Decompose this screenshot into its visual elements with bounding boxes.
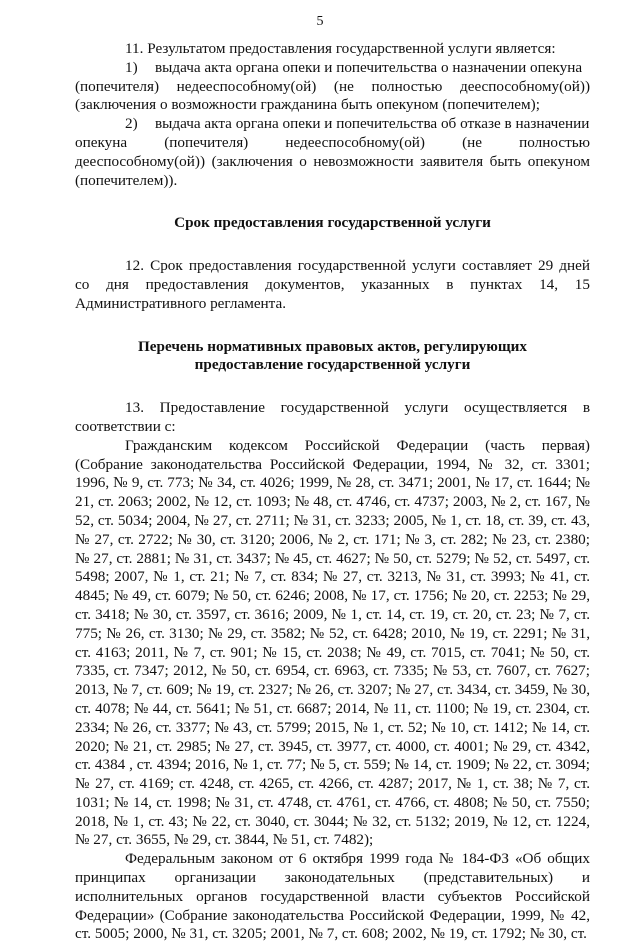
item-1-number: 1) bbox=[125, 58, 138, 76]
section-11-item-2-lead bbox=[75, 115, 590, 134]
section-11-intro: 11. Результатом предоставления государственной услуги является: bbox=[125, 40, 556, 57]
section-12-text: 12. Срок предоставления государственной услуги составляет 29 дней со дня предоставления документов, указанных в пунктах 14, 15 Административного регламента. bbox=[75, 257, 590, 312]
heading-legal-acts-line-2: предоставление государственной услуги bbox=[194, 356, 471, 374]
item-2-lead-text: выдача акта органа опеки и попечительства об отказе в назначении bbox=[155, 115, 590, 133]
section-11-item-1-lead bbox=[75, 59, 590, 78]
section-11-item-1-text: (попечителя) недееспособному(ой) (не полностью дееспособному(ой)) (заключения о возможности гражданина быть опекуном (попечителем); bbox=[75, 77, 590, 114]
civil-code-paragraph: Гражданским кодексом Российской Федерации (часть первая) (Собрание законодательства Российской Федерации, 1994, № 32, ст. 3301; 1996, № 9, ст. 773; № 34, ст. 4026; 1999, № 28, ст. 3471; 2001, № 17, ст. 1644; № 21, ст. 2063; 2002, № 12, ст. 1093; № 48, ст. 4746, ст. 4737; 2003, № 2, ст. 167, № 52, ст. 5034; 2004, № 27, ст. 2711; № 31, ст. 3233; 2005, № 1, ст. 18, ст. 39, ст. 43, № 27, ст. 2722; № 30, ст. 3120; 2006, № 2, ст. 171; № 3, ст. 282; № 23, ст. 2380; № 27, ст. 2881; № 31, ст. 3437; № 45, ст. 4627; № 50, ст. 5279; № 52, ст. 5497, ст. 5498; 2007, № 1, ст. 21; № 7, ст. 834; № 27, ст. 3213, № 31, ст. 3993; № 41, ст. 4845; № 49, ст. 6079; № 50, ст. 6246; 2008, № 17, ст. 1756; № 20, ст. 2253; № 29, ст. 3418; № 30, ст. 3597, ст. 3616; 2009, № 1, ст. 14, ст. 19, ст. 20, ст. 23; № 7, ст. 775; № 26, ст. 3130; № 29, ст. 3582; № 52, ст. 6428; 2010, № 19, ст. 2291; № 31, ст. 4163; 2011, № 7, ст. 901; № 15, ст. 2038; № 49, ст. 7015, ст. 7041; № 50, ст. 7335, ст. 7347; 2012, № 50, ст. 6954, ст. 6963, ст. 7335; № 53, ст. 7607, ст. 7627; 2013, № 7, ст. 609; № 19, ст. 2327; № 26, ст. 3207; № 27, ст. 3434, ст. 3459, № 30, ст. 4078; № 44, ст. 5641; № 51, ст. 6687; 2014, № 11, ст. 1100; № 19, ст. 2304, ст. 2334; № 26, ст. 3377; № 43, ст. 5799; 2015, № 1, ст. 52; № 10, ст. 1412; № 14, ст. 2020; № 21, ст. 2985; № 27, ст. 3945, ст. 3977, ст. 4000, ст. 4001; № 29, ст. 4342, ст. 4384 , ст. 4394; 2016, № 1, ст. 77; № 5, ст. 559; № 14, ст. 1909; № 22, ст. 3094; № 27, ст. 4169; ст. 4248, ст. 4265, ст. 4266, ст. 4287; 2017, № 1, ст. 38; № 7, ст. 1031; № 14, ст. 1998; № 31, ст. 4748, ст. 4761, ст. 4766, ст. 4808; № 50, ст. 7550; 2018, № 1, ст. 43; № 22, ст. 3040, ст. 3044; № 32, ст. 5132; 2019, № 12, ст. 1224, № 27, ст. 3655, № 29, ст. 3844, № 51, ст. 7482); bbox=[75, 436, 590, 849]
document-body bbox=[75, 40, 590, 944]
heading-term: Срок предоставления государственной услуги bbox=[174, 214, 491, 232]
heading-legal-acts-line-1: Перечень нормативных правовых актов, регулирующих bbox=[137, 337, 527, 355]
section-13-intro: 13. Предоставление государственной услуги осуществляется в соответствии с: bbox=[75, 399, 590, 435]
item-2-number: 2) bbox=[125, 115, 138, 133]
item-1-lead-text: выдача акта органа опеки и попечительства о назначении опекуна bbox=[155, 58, 583, 76]
section-11-item-2-text: опекуна (попечителя) недееспособному(ой) (не полностью дееспособному(ой)) (заключения о невозможности заявителя быть опекуном (попечителем)). bbox=[75, 133, 590, 189]
page-number: 5 bbox=[316, 14, 324, 29]
federal-law-paragraph: Федеральным законом от 6 октября 1999 года № 184-ФЗ «Об общих принципах организации законодательных (представительных) и исполнительных органов государственной власти субъектов Российской Федерации» (Собрание законодательства Российской Федерации, 1999, № 42, ст. 5005; 2000, № 31, ст. 3205; 2001, № 7, ст. 608; 2002, № 19, ст. 1792; № 30, ст. bbox=[75, 850, 590, 943]
